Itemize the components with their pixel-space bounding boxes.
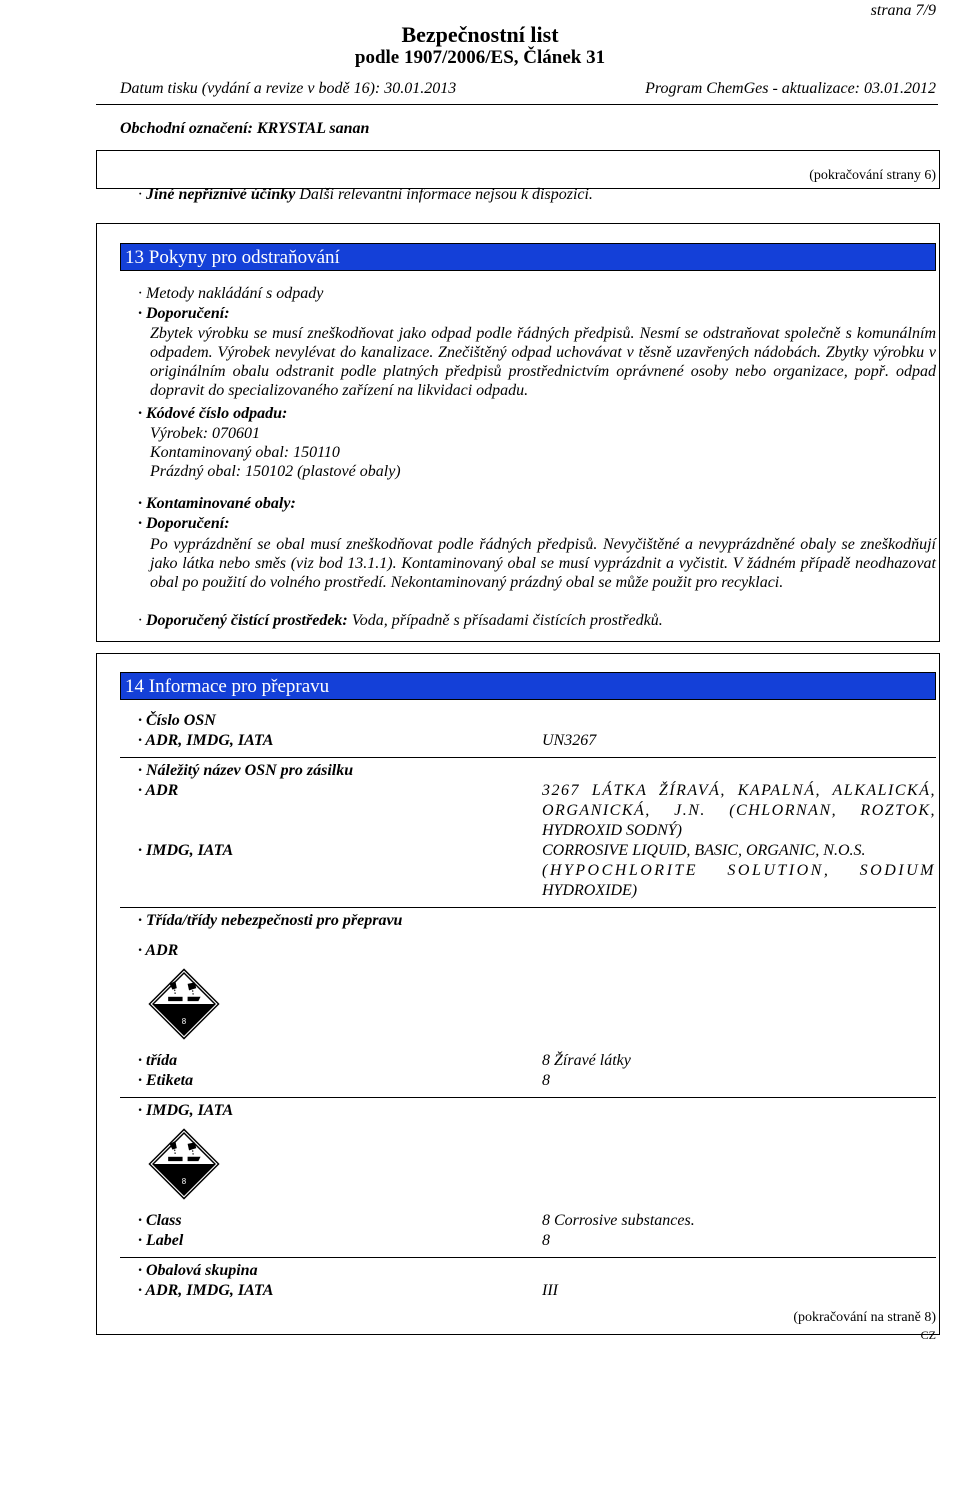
imdg-name-line2: (HYPOCHLORITE SOLUTION, SODIUM — [542, 862, 936, 879]
disposal-paragraph: Zbytek výrobku se musí zneškodňovat jako odpad podle řádných předpisů. Nesmí se odstraňovat společně s komunálním odpadem. Výrobek nevylévat do kanalizace. Znečištěný odpad uchovávat v těsně uzavřených nádobách. Zbytky výrobku v originálním obalu odstranit podle platných předpisů prostřednictvím oprávnené osoby nebo organizace, popř. odpad dopravit do specializovaného zařízení na likvidaci odpadu. — [150, 325, 936, 399]
trade-name: Obchodní označení: KRYSTAL sanan — [120, 120, 370, 137]
recommendation2-label: · Doporučení: — [138, 515, 230, 532]
language-code: CZ — [920, 1328, 936, 1342]
waste-code-label: · Kódové číslo odpadu: — [138, 405, 288, 422]
adr-text: ADR — [145, 782, 179, 799]
recommendation-text: Doporučení: — [146, 305, 230, 322]
contaminated-packaging-text: Kontaminované obaly: — [146, 495, 296, 512]
cleaning-agent-text: Voda, případně s přísadami čistících prostředků. — [351, 612, 663, 629]
waste-code-contaminated: Kontaminovaný obal: 150110 — [150, 444, 340, 461]
adverse-effects-text: Další relevantní informace nejsou k dispozici. — [299, 186, 593, 203]
program-version: Program ChemGes - aktualizace: 03.01.2012 — [645, 80, 936, 97]
pictogram-imdg-class-number: 8 — [181, 1177, 187, 1187]
hazard-class-text: Třída/třídy nebezpečnosti pro přepravu — [146, 912, 403, 929]
etiketa-text: Etiketa — [146, 1072, 194, 1089]
corrosive-pictogram-imdg-icon — [148, 1128, 220, 1200]
class-en-text: Class — [146, 1212, 182, 1229]
recommendation-label: · Doporučení: — [138, 305, 230, 322]
packing-modes-text: ADR, IMDG, IATA — [145, 1282, 274, 1299]
un-number-value: UN3267 — [542, 732, 597, 749]
packing-modes: · ADR, IMDG, IATA — [138, 1282, 274, 1299]
divider-2 — [120, 907, 936, 908]
cleaning-agent-label: Doporučený čistící prostředek: — [146, 612, 348, 629]
recommendation2-text: Doporučení: — [146, 515, 230, 532]
prev-continuation: (pokračování strany 6) — [809, 168, 936, 183]
label-en-label: · Label — [138, 1232, 184, 1249]
imdg-iata-class-text: IMDG, IATA — [146, 1102, 234, 1119]
print-date: Datum tisku (vydání a revize v bodě 16): 30.01.2013 — [120, 80, 457, 97]
prev-adverse-effects: · Jiné nepříznivé účinky Další relevantní informace nejsou k dispozici. — [138, 186, 593, 203]
waste-code-product: Výrobek: 070601 — [150, 425, 261, 442]
label-en-text: Label — [146, 1232, 184, 1249]
un-number-text: Číslo OSN — [146, 712, 216, 729]
waste-code-empty: Prázdný obal: 150102 (plastové obaly) — [150, 463, 401, 480]
document-subtitle: podle 1907/2006/ES, Článek 31 — [354, 47, 606, 68]
trida-label: · třída — [138, 1052, 178, 1069]
imdg-iata-text: IMDG, IATA — [146, 842, 234, 859]
packing-group-text: Obalová skupina — [146, 1262, 258, 1279]
page-number: strana 7/9 — [870, 2, 936, 19]
label-en-value: 8 — [542, 1232, 550, 1249]
pictogram-class-number: 8 — [181, 1017, 187, 1027]
hazard-class-label: · Třída/třídy nebezpečnosti pro přepravu — [138, 912, 403, 929]
divider-1 — [120, 757, 936, 758]
packaging-paragraph: Po vyprázdnění se obal musí zneškodňovat podle řádných předpisů. Nevyčištěné a nevyprázdněné obaly se zneškodňují jako látka nebo směs (viz bod 13.1.1). Kontaminovaný obal se musí vyprázdnit a vyčistit. V žádném případě neodhazovat obal po použití do volného prostředí. Nekontaminovaný prázdný obal se může použit pro recyklaci. — [150, 536, 936, 591]
waste-methods-label: · Metody nakládání s odpady — [138, 285, 324, 302]
next-page-continuation: (pokračování na straně 8) — [793, 1310, 936, 1325]
shipping-name-label: · Náležitý název OSN pro zásilku — [138, 762, 354, 779]
adverse-effects-label: Jiné nepříznivé účinky — [146, 186, 296, 203]
contaminated-packaging-label: · Kontaminované obaly: — [138, 495, 296, 512]
class-en-value: 8 Corrosive substances. — [542, 1212, 695, 1229]
packing-group-value: III — [542, 1282, 558, 1299]
section14-box — [96, 653, 940, 1335]
etiketa-label: · Etiketa — [138, 1072, 194, 1089]
trida-text: třída — [146, 1052, 178, 1069]
adr-name-line3: HYDROXID SODNÝ) — [542, 822, 682, 839]
section14-title: 14 Informace pro přepravu — [120, 672, 936, 700]
cleaning-agent: · Doporučený čistící prostředek: Voda, případně s přísadami čistících prostředků. — [138, 612, 663, 629]
divider-4 — [120, 1257, 936, 1258]
imdg-iata-label: · IMDG, IATA — [138, 842, 234, 859]
packing-group-label: · Obalová skupina — [138, 1262, 258, 1279]
imdg-iata-class-label: · IMDG, IATA — [138, 1102, 234, 1119]
adr-name-line1: 3267 LÁTKA ŽÍRAVÁ, KAPALNÁ, ALKALICKÁ, — [542, 782, 936, 799]
adr-class-text: ADR — [145, 942, 179, 959]
un-modes-text: ADR, IMDG, IATA — [145, 732, 274, 749]
waste-code-text: Kódové číslo odpadu: — [146, 405, 288, 422]
corrosive-pictogram-icon — [148, 968, 220, 1040]
section13-title: 13 Pokyny pro odstraňování — [120, 243, 936, 271]
imdg-name-line1: CORROSIVE LIQUID, BASIC, ORGANIC, N.O.S. — [542, 842, 866, 859]
un-modes: · ADR, IMDG, IATA — [138, 732, 274, 749]
imdg-name-line3: HYDROXIDE) — [542, 882, 638, 899]
trida-value: 8 Žíravé látky — [542, 1052, 631, 1069]
adr-label: · ADR — [138, 782, 179, 799]
adr-class-label: · ADR — [138, 942, 179, 959]
class-en-label: · Class — [138, 1212, 182, 1229]
shipping-name-text: Náležitý název OSN pro zásilku — [146, 762, 354, 779]
divider-3 — [120, 1097, 936, 1098]
un-number-label: · Číslo OSN — [138, 712, 216, 729]
etiketa-value: 8 — [542, 1072, 550, 1089]
adr-name-line2: ORGANICKÁ, J.N. (CHLORNAN, ROZTOK, — [542, 802, 936, 819]
document-title: Bezpečnostní list — [401, 22, 559, 47]
header-divider — [96, 104, 938, 105]
waste-methods-text: Metody nakládání s odpady — [146, 285, 324, 302]
